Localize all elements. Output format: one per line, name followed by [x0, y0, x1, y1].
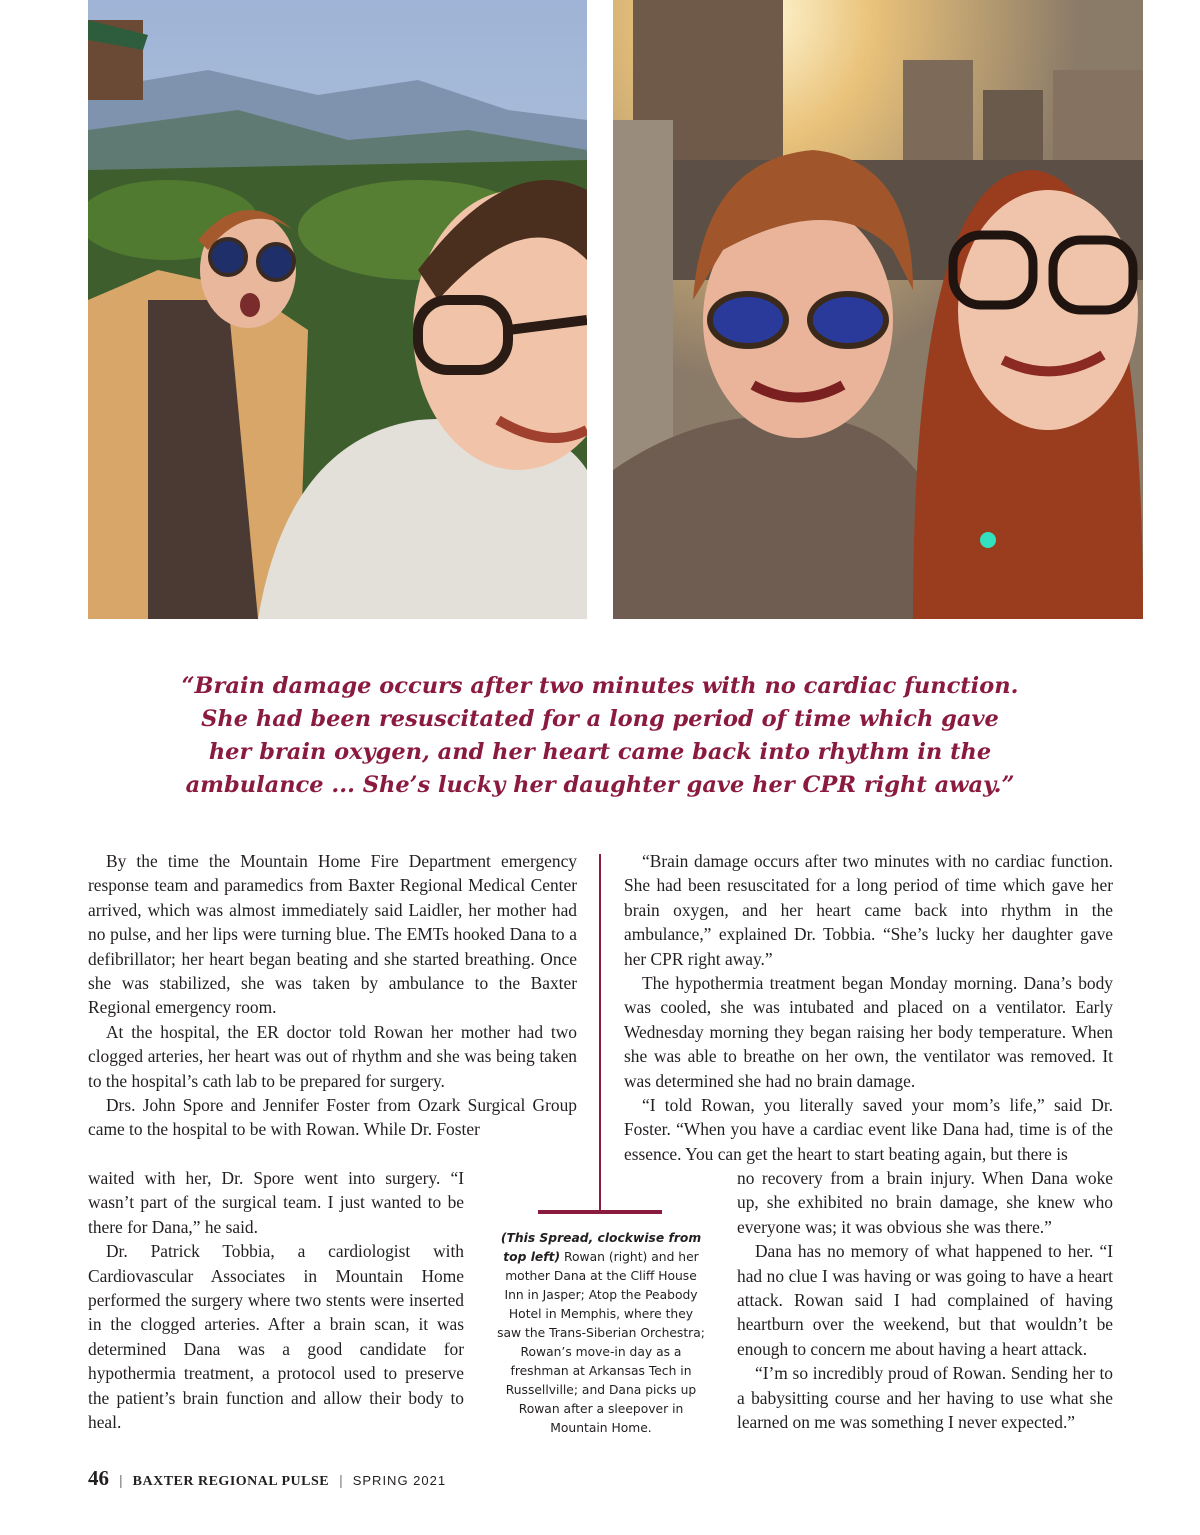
pull-quote-line: her brain oxygen, and her heart came back into rhythm in the	[208, 739, 992, 765]
article-paragraph: “Brain damage occurs after two minutes with no cardiac function. She had been resuscitated for a long period of time which gave her brain oxygen, and her heart came back into rhythm in the ambulance,” explained Dr. Tobbia. “She’s lucky her daughter gave her CPR right away.”	[624, 851, 1113, 969]
photo-caption-text: Rowan (right) and her mother Dana at the Cliff House Inn in Jasper; Atop the Peabody Hotel in Memphis, where they saw the Trans-Siberian Orchestra; Rowan’s move-in day as a freshman at Arkansas Tech in Russellville; and Dana picks up Rowan after a sleepover in Mountain Home.	[497, 1250, 705, 1435]
column-divider-rule	[599, 854, 601, 1212]
pull-quote	[160, 670, 1040, 802]
article-paragraph: The hypothermia treatment began Monday morning. Dana’s body was cooled, she was intubated and placed on a ventilator. Early Wednesday morning they began raising her body temperature. When she was able to breathe on her own, the ventilator was removed. It was determined she had no brain damage.	[624, 973, 1113, 1091]
photo-peabody-rooftop-image	[613, 0, 1143, 619]
article-paragraph: “I told Rowan, you literally saved your mom’s life,” said Dr. Foster. “When you have a cardiac event like Dana had, time is of the essence. You can get the heart to start beating again, but there is	[624, 1095, 1113, 1164]
footer-separator: |	[339, 1472, 343, 1488]
pull-quote-line: She had been resuscitated for a long period of time which gave	[201, 706, 999, 732]
footer-separator: |	[119, 1472, 123, 1488]
article-column-left-top	[88, 849, 577, 1142]
pull-quote-line: “Brain damage occurs after two minutes with no cardiac function.	[181, 673, 1019, 699]
photo-caption-lead: (This Spread, clockwise from top left)	[500, 1231, 702, 1264]
page-number: 46	[88, 1466, 109, 1490]
photo-cliff-house-image	[88, 0, 587, 619]
article-paragraph: Dana has no memory of what happened to her. “I had no clue I was having or was going to have a heart attack. Rowan said I had complained of having heartburn over the weekend, but that wouldn’t be enough to concern me about having a heart attack.	[737, 1241, 1113, 1359]
article-column-right-bottom	[737, 1166, 1113, 1434]
pull-quote-line: ambulance ... She’s lucky her daughter gave her CPR right away.”	[185, 772, 1015, 798]
publication-name: BAXTER REGIONAL PULSE	[132, 1474, 330, 1489]
article-column-right-top	[624, 849, 1113, 1166]
photo-peabody-rooftop	[613, 0, 1143, 619]
caption-top-rule	[538, 1210, 662, 1214]
article-paragraph: “I’m so incredibly proud of Rowan. Sending her to a babysitting course and her having to use what she learned on me was something I never expected.”	[737, 1363, 1113, 1433]
article-paragraph: Dr. Patrick Tobbia, a cardiologist with Cardiovascular Associates in Mountain Home performed the surgery where two stents were inserted in the clogged arteries. After a brain scan, it was determined Dana was a good candidate for hypothermia treatment, a protocol used to preserve the patient’s brain function and allow their body to heal.	[88, 1241, 464, 1433]
issue-label: SPRING 2021	[352, 1473, 447, 1488]
article-paragraph: By the time the Mountain Home Fire Department emergency response team and paramedics from Baxter Regional Medical Center arrived, which was almost immediately said Laidler, her mother had no pulse, and her lips were turning blue. The EMTs hooked Dana to a defibrillator; her heart began beating and she started breathing. Once she was stabilized, she was taken by ambulance to the Baxter Regional emergency room.	[88, 851, 577, 1018]
article-column-left-bottom	[88, 1166, 464, 1434]
page-footer	[88, 1466, 446, 1491]
article-paragraph-continued: waited with her, Dr. Spore went into surgery. “I wasn’t part of the surgical team. I just wanted to be there for Dana,” he said.	[88, 1168, 464, 1237]
photo-cliff-house	[88, 0, 587, 619]
article-paragraph-continued: no recovery from a brain injury. When Dana woke up, she exhibited no brain damage, she knew who everyone was; it was obvious she was there.”	[737, 1168, 1113, 1237]
photo-caption	[496, 1229, 706, 1438]
article-paragraph: At the hospital, the ER doctor told Rowan her mother had two clogged arteries, her heart was out of rhythm and she was being taken to the hospital’s cath lab to be prepared for surgery.	[88, 1021, 577, 1091]
article-paragraph: Drs. John Spore and Jennifer Foster from Ozark Surgical Group came to the hospital to be with Rowan. While Dr. Foster	[88, 1095, 577, 1140]
